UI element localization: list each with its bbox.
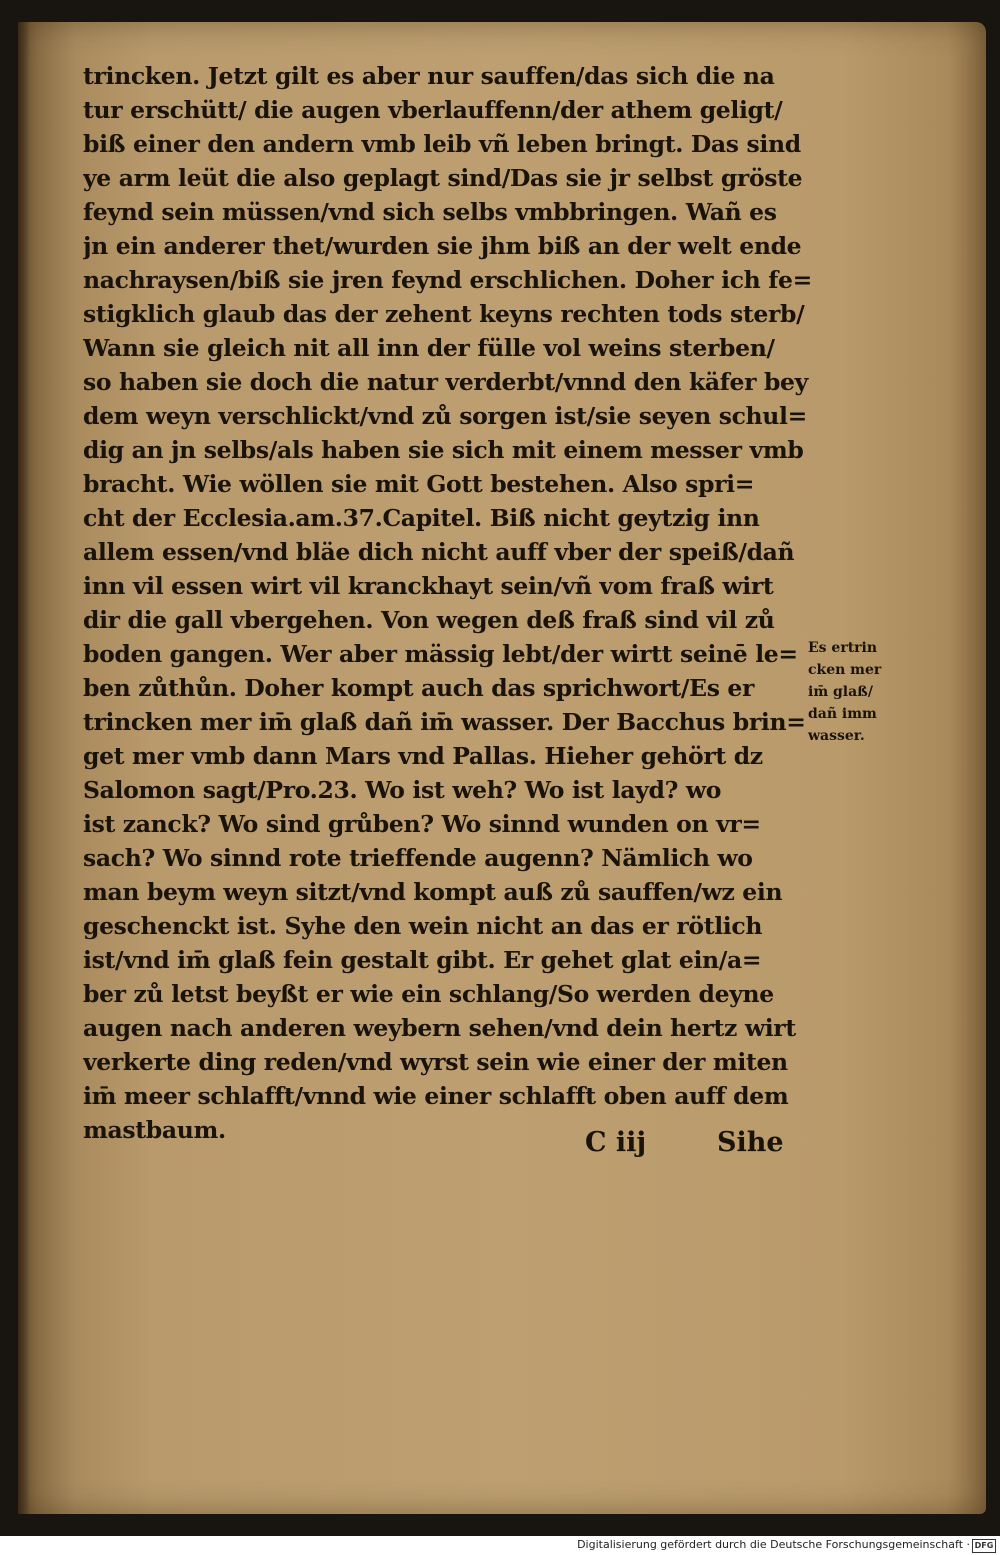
text-line: man beym weyn sitzt/vnd kompt auß zů sauffen/wz ein bbox=[83, 878, 783, 906]
text-line: trincken mer im̄ glaß dañ im̄ wasser. Der Bacchus brin= bbox=[83, 708, 806, 736]
text-line: get mer vmb dann Mars vnd Pallas. Hieher gehört dz bbox=[83, 742, 763, 770]
text-line: feynd sein müssen/vnd sich selbs vmbbringen. Wañ es bbox=[83, 198, 777, 226]
marginal-note-line: wasser. bbox=[808, 728, 865, 744]
text-line: cht der Ecclesia.am.37.Capitel. Biß nicht geytzig inn bbox=[83, 504, 760, 532]
marginal-note-line: dañ imm bbox=[808, 706, 877, 722]
text-line: ist/vnd im̄ glaß fein gestalt gibt. Er gehet glat ein/a= bbox=[83, 946, 762, 974]
text-line: tur erschütt/ die augen vberlauffenn/der athem geligt/ bbox=[83, 96, 783, 124]
text-line: inn vil essen wirt vil kranckhayt sein/vñ vom fraß wirt bbox=[83, 572, 774, 600]
text-line: boden gangen. Wer aber mässig lebt/der wirtt seinē le= bbox=[83, 640, 798, 668]
text-line: dig an jn selbs/als haben sie sich mit einem messer vmb bbox=[83, 436, 804, 464]
text-line: nachraysen/biß sie jren feynd erschlichen. Doher ich fe= bbox=[83, 266, 812, 294]
text-line: Wann sie gleich nit all inn der fülle vol weins sterben/ bbox=[83, 334, 775, 362]
text-line: dir die gall vbergehen. Von wegen deß fraß sind vil zů bbox=[83, 606, 775, 634]
text-line: ben zůthůn. Doher kompt auch das sprichwort/Es er bbox=[83, 674, 755, 702]
text-line: allem essen/vnd bläe dich nicht auff vber der speiß/dañ bbox=[83, 538, 795, 566]
text-line: ye arm leüt die also geplagt sind/Das sie jr selbst gröste bbox=[83, 164, 803, 192]
text-line: augen nach anderen weybern sehen/vnd dein hertz wirt bbox=[83, 1014, 796, 1042]
text-line: mastbaum. bbox=[83, 1116, 226, 1144]
text-line: so haben sie doch die natur verderbt/vnnd den käfer bey bbox=[83, 368, 808, 396]
text-line: ber zů letst beyßt er wie ein schlang/So werden deyne bbox=[83, 980, 774, 1008]
text-line: Salomon sagt/Pro.23. Wo ist weh? Wo ist layd? wo bbox=[83, 776, 722, 804]
marginal-note-line: Es ertrin bbox=[808, 640, 878, 656]
funding-credit: Digitalisierung gefördert durch die Deutsche Forschungsgemeinschaft · bbox=[577, 1538, 970, 1551]
marginal-note-line: cken mer bbox=[808, 662, 882, 678]
text-line: bracht. Wie wöllen sie mit Gott bestehen. Also spri= bbox=[83, 470, 755, 498]
text-line: ist zanck? Wo sind grůben? Wo sinnd wunden on vr= bbox=[83, 810, 761, 838]
text-line: sach? Wo sinnd rote trieffende augenn? Nämlich wo bbox=[83, 844, 753, 872]
text-line: geschenckt ist. Syhe den wein nicht an das er rötlich bbox=[83, 912, 763, 940]
marginal-note-line: im̄ glaß/ bbox=[808, 684, 873, 700]
signature-mark: C iij bbox=[585, 1127, 647, 1158]
dfg-logo: DFG bbox=[972, 1539, 996, 1553]
credit-bar bbox=[0, 1536, 1000, 1555]
text-line: stigklich glaub das der zehent keyns rechten tods sterb/ bbox=[83, 300, 805, 328]
main-text-block bbox=[83, 59, 833, 1147]
page-gutter-shadow bbox=[18, 22, 30, 1514]
text-line: trincken. Jetzt gilt es aber nur sauffen/das sich die na bbox=[83, 62, 775, 90]
text-line: verkerte ding reden/vnd wyrst sein wie einer der miten bbox=[83, 1048, 788, 1076]
text-line: im̄ meer schlafft/vnnd wie einer schlafft oben auff dem bbox=[83, 1082, 789, 1110]
page-footer bbox=[570, 1127, 820, 1167]
text-line: jn ein anderer thet/wurden sie jhm biß an der welt ende bbox=[83, 232, 802, 260]
text-line: biß einer den andern vmb leib vñ leben bringt. Das sind bbox=[83, 130, 801, 158]
text-line: dem weyn verschlickt/vnd zů sorgen ist/sie seyen schul= bbox=[83, 402, 807, 430]
marginal-note bbox=[808, 637, 928, 747]
catchword: Sihe bbox=[717, 1127, 784, 1158]
